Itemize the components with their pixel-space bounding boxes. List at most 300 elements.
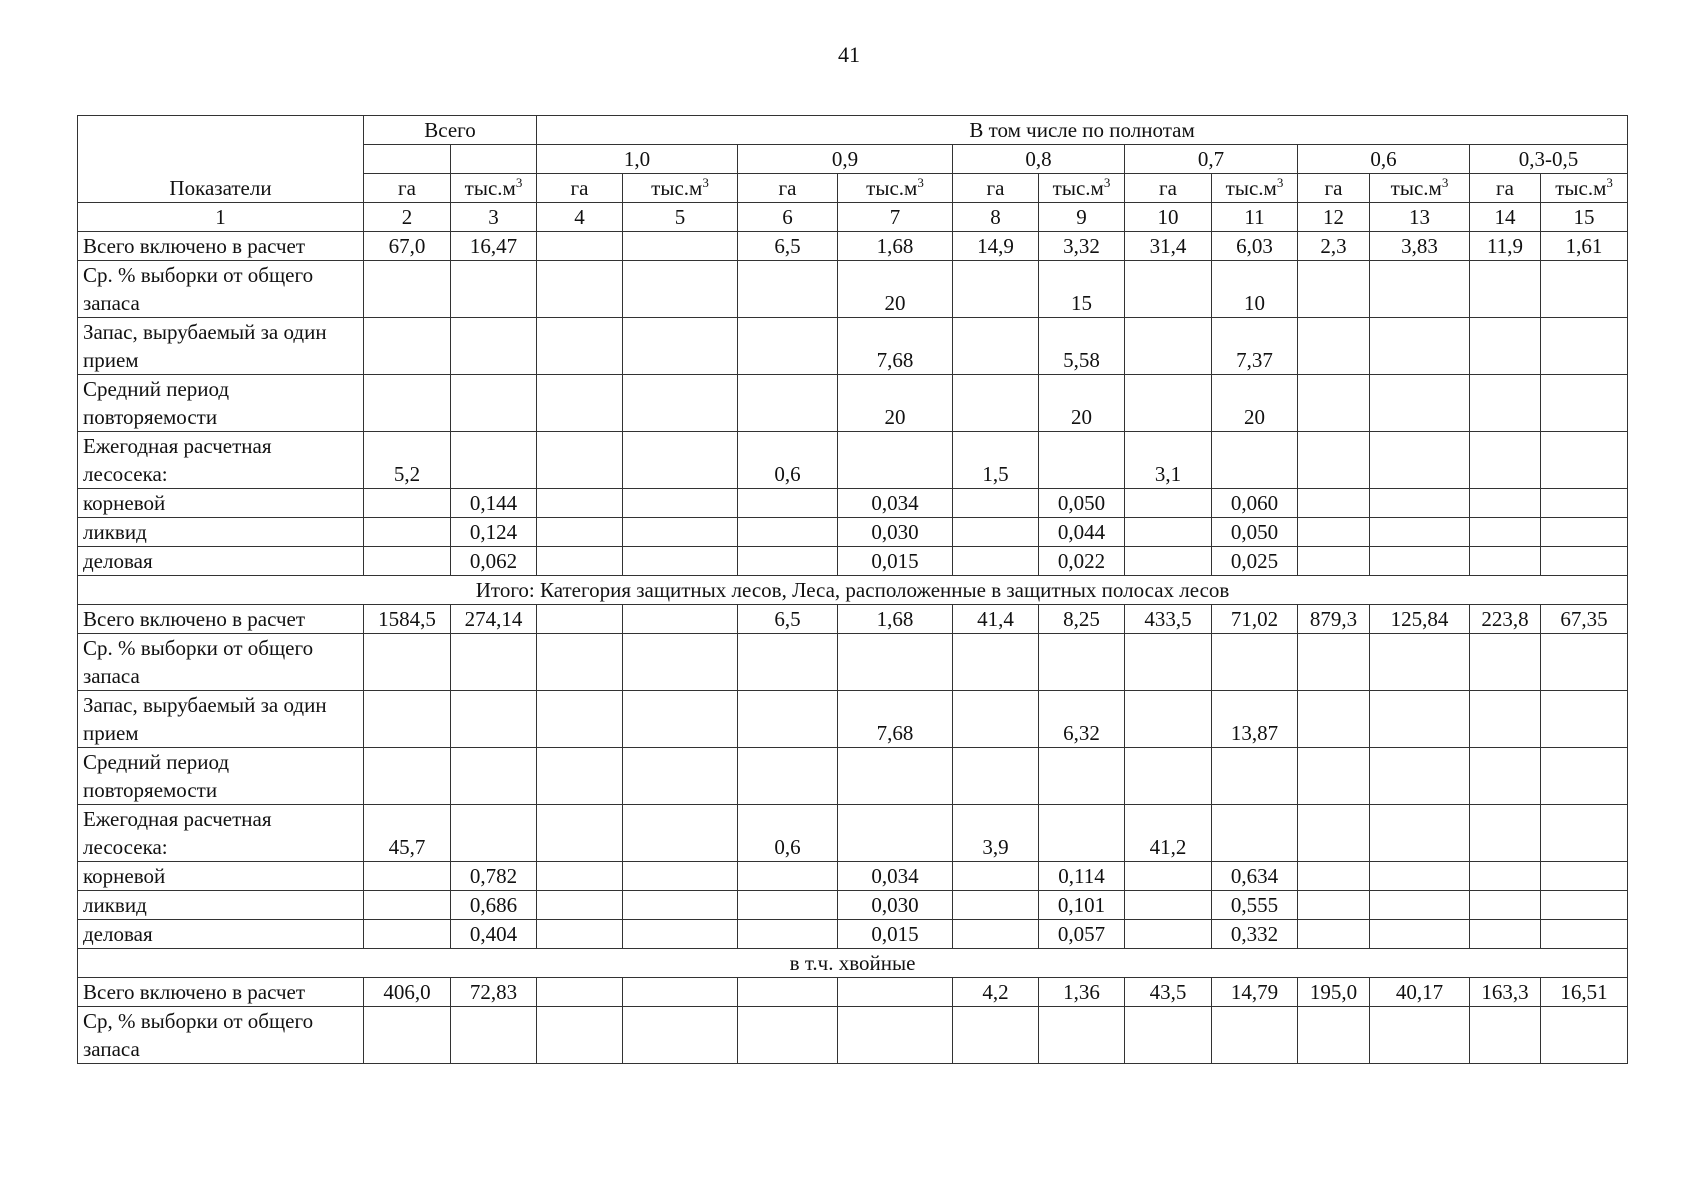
column-number: 3: [451, 203, 537, 232]
table-cell: [1370, 261, 1470, 318]
row-label: Ежегодная расчетная лесосека:: [78, 805, 364, 862]
table-cell: [738, 748, 838, 805]
table-cell: [1541, 489, 1628, 518]
density-header: 1,0: [537, 145, 738, 174]
unit-volume-superscript: 3: [515, 175, 523, 190]
section-row: [78, 576, 1628, 605]
table-cell: 7,68: [838, 318, 953, 375]
row-label: Запас, вырубаемый за один прием: [78, 318, 364, 375]
table-cell: [838, 1007, 953, 1064]
table-cell: [953, 547, 1039, 576]
table-cell: [1039, 634, 1125, 691]
table-cell: [1298, 375, 1370, 432]
table-cell: 0,686: [451, 891, 537, 920]
table-cell: [1541, 1007, 1628, 1064]
unit-volume-header: [1212, 174, 1298, 203]
table-cell: [953, 891, 1039, 920]
table-cell: 1,5: [953, 432, 1039, 489]
row-label: Запас, вырубаемый за один прием: [78, 691, 364, 748]
table-cell: [623, 1007, 738, 1064]
row-label: Ср. % выборки от общего запаса: [78, 634, 364, 691]
table-cell: [364, 261, 451, 318]
table-cell: [1470, 547, 1541, 576]
unit-volume-superscript: 3: [702, 175, 709, 190]
row-label: Всего включено в расчет: [78, 232, 364, 261]
table-row: [78, 748, 1628, 805]
table-cell: [1298, 891, 1370, 920]
row-label: корневой: [78, 489, 364, 518]
table-cell: [1125, 920, 1212, 949]
row-label: ликвид: [78, 891, 364, 920]
table-cell: [1541, 432, 1628, 489]
table-cell: [1541, 920, 1628, 949]
table-cell: [738, 375, 838, 432]
table-cell: [1470, 891, 1541, 920]
row-label: ликвид: [78, 518, 364, 547]
table-cell: 0,060: [1212, 489, 1298, 518]
table-cell: [623, 605, 738, 634]
table-cell: [537, 489, 623, 518]
unit-ha-header: га: [1470, 174, 1541, 203]
column-number: 5: [623, 203, 738, 232]
table-cell: [1370, 518, 1470, 547]
table-cell: [537, 748, 623, 805]
table-cell: [1298, 518, 1370, 547]
table-cell: [364, 489, 451, 518]
table-cell: 0,6: [738, 805, 838, 862]
table-row: [78, 978, 1628, 1007]
table-body: [78, 232, 1628, 1064]
table-cell: [623, 920, 738, 949]
table-cell: [1470, 489, 1541, 518]
table-cell: 879,3: [1298, 605, 1370, 634]
table-cell: 0,015: [838, 920, 953, 949]
table-cell: [623, 978, 738, 1007]
table-cell: 6,5: [738, 232, 838, 261]
table-cell: [364, 634, 451, 691]
table-cell: [1470, 261, 1541, 318]
unit-volume-header: [451, 174, 537, 203]
density-header: 0,6: [1298, 145, 1470, 174]
table-cell: [1298, 748, 1370, 805]
table-cell: [451, 261, 537, 318]
unit-ha-header: га: [738, 174, 838, 203]
table-cell: [1370, 862, 1470, 891]
table-cell: [1125, 318, 1212, 375]
table-cell: [953, 489, 1039, 518]
table-cell: [1541, 891, 1628, 920]
table-cell: 0,030: [838, 518, 953, 547]
table-cell: [738, 261, 838, 318]
row-label: Средний период повторяемости: [78, 748, 364, 805]
table-header: [78, 116, 1628, 232]
table-cell: 7,68: [838, 691, 953, 748]
table-cell: 406,0: [364, 978, 451, 1007]
row-label: Ср, % выборки от общего запаса: [78, 1007, 364, 1064]
table-cell: 14,9: [953, 232, 1039, 261]
table-cell: 0,030: [838, 891, 953, 920]
table-cell: [1298, 432, 1370, 489]
table-cell: [537, 518, 623, 547]
table-cell: [1125, 375, 1212, 432]
table-cell: [1370, 432, 1470, 489]
table-cell: [451, 432, 537, 489]
table-row: [78, 518, 1628, 547]
table-cell: [1370, 748, 1470, 805]
unit-volume-text: тыс.м: [1052, 176, 1104, 200]
table-cell: [1541, 634, 1628, 691]
column-number: 9: [1039, 203, 1125, 232]
table-cell: [738, 1007, 838, 1064]
table-cell: [1470, 432, 1541, 489]
unit-volume-text: тыс.м: [464, 176, 516, 200]
table-row: [78, 920, 1628, 949]
header-row-1: [78, 116, 1628, 145]
table-cell: [1370, 547, 1470, 576]
column-number: 8: [953, 203, 1039, 232]
table-cell: [364, 318, 451, 375]
unit-volume-superscript: 3: [1441, 175, 1449, 190]
row-label: деловая: [78, 547, 364, 576]
table-cell: [1212, 1007, 1298, 1064]
table-row: [78, 605, 1628, 634]
table-cell: 1,68: [838, 232, 953, 261]
table-cell: [623, 375, 738, 432]
row-label: деловая: [78, 920, 364, 949]
table-cell: [364, 862, 451, 891]
unit-volume-superscript: 3: [1103, 175, 1111, 190]
column-number: 12: [1298, 203, 1370, 232]
table-cell: [1125, 891, 1212, 920]
table-cell: 223,8: [1470, 605, 1541, 634]
table-cell: 0,015: [838, 547, 953, 576]
table-cell: [537, 978, 623, 1007]
table-cell: [1470, 748, 1541, 805]
table-cell: [623, 805, 738, 862]
table-cell: 0,144: [451, 489, 537, 518]
table-cell: 1,36: [1039, 978, 1125, 1007]
table-cell: 41,4: [953, 605, 1039, 634]
density-header: 0,7: [1125, 145, 1298, 174]
unit-volume-text: тыс.м: [1390, 176, 1442, 200]
table-cell: 16,51: [1541, 978, 1628, 1007]
table-cell: [364, 748, 451, 805]
table-cell: [537, 634, 623, 691]
table-cell: 0,6: [738, 432, 838, 489]
table-cell: 0,022: [1039, 547, 1125, 576]
table-cell: [953, 375, 1039, 432]
unit-volume-text: тыс.м: [866, 176, 918, 200]
unit-volume-superscript: 3: [1276, 175, 1284, 190]
table-cell: 1,61: [1541, 232, 1628, 261]
table-cell: [953, 518, 1039, 547]
table-cell: [623, 748, 738, 805]
table-cell: [623, 318, 738, 375]
table-cell: 43,5: [1125, 978, 1212, 1007]
table-cell: [1039, 432, 1125, 489]
table-cell: [1370, 489, 1470, 518]
table-cell: [738, 518, 838, 547]
table-cell: [451, 805, 537, 862]
row-label: Ср. % выборки от общего запаса: [78, 261, 364, 318]
table-cell: 40,17: [1370, 978, 1470, 1007]
column-number: 13: [1370, 203, 1470, 232]
table-cell: [738, 920, 838, 949]
unit-volume-header: [1039, 174, 1125, 203]
column-number: 14: [1470, 203, 1541, 232]
unit-ha-header: га: [364, 174, 451, 203]
table-cell: [1212, 432, 1298, 489]
table-cell: [1125, 1007, 1212, 1064]
table-cell: 0,050: [1039, 489, 1125, 518]
table-cell: [1370, 920, 1470, 949]
table-cell: 20: [838, 261, 953, 318]
table-cell: [1298, 547, 1370, 576]
table-cell: [537, 547, 623, 576]
table-cell: 3,32: [1039, 232, 1125, 261]
table-cell: [1370, 891, 1470, 920]
column-number: 15: [1541, 203, 1628, 232]
table-cell: 31,4: [1125, 232, 1212, 261]
table-cell: [1470, 920, 1541, 949]
table-row: [78, 634, 1628, 691]
table-cell: [1298, 1007, 1370, 1064]
table-cell: [953, 261, 1039, 318]
table-cell: 274,14: [451, 605, 537, 634]
table-cell: [1541, 375, 1628, 432]
column-number: 11: [1212, 203, 1298, 232]
table-cell: 20: [1212, 375, 1298, 432]
column-number: 1: [78, 203, 364, 232]
table-cell: [738, 891, 838, 920]
table-cell: [738, 634, 838, 691]
table-cell: [838, 978, 953, 1007]
table-cell: [1541, 318, 1628, 375]
row-label: Ежегодная расчетная лесосека:: [78, 432, 364, 489]
table-cell: [1212, 805, 1298, 862]
table-row: [78, 1007, 1628, 1064]
page-number: 41: [838, 42, 860, 67]
table-cell: 71,02: [1212, 605, 1298, 634]
table-cell: 20: [838, 375, 953, 432]
table-cell: [623, 547, 738, 576]
table-cell: 0,044: [1039, 518, 1125, 547]
table-cell: [537, 920, 623, 949]
table-cell: [1298, 862, 1370, 891]
table-cell: [1470, 318, 1541, 375]
table-cell: [953, 634, 1039, 691]
table-cell: [1470, 1007, 1541, 1064]
table-row: [78, 232, 1628, 261]
table-cell: [1298, 805, 1370, 862]
table-cell: [537, 232, 623, 261]
table-cell: [451, 318, 537, 375]
section-title: Итого: Категория защитных лесов, Леса, расположенные в защитных полосах лесов: [78, 576, 1628, 605]
table-cell: 0,034: [838, 489, 953, 518]
table-cell: 45,7: [364, 805, 451, 862]
table-cell: 11,9: [1470, 232, 1541, 261]
table-cell: [1212, 748, 1298, 805]
table-cell: 0,404: [451, 920, 537, 949]
table-cell: [953, 318, 1039, 375]
density-header: 0,8: [953, 145, 1125, 174]
table-cell: [1125, 518, 1212, 547]
table-row: [78, 862, 1628, 891]
table-cell: [623, 489, 738, 518]
table-cell: [1212, 634, 1298, 691]
table-cell: [623, 862, 738, 891]
table-row: [78, 432, 1628, 489]
table-cell: [537, 375, 623, 432]
indicators-header: Показатели: [78, 116, 364, 203]
table-row: [78, 318, 1628, 375]
table-row: [78, 691, 1628, 748]
table-cell: [1125, 691, 1212, 748]
table-cell: [1541, 261, 1628, 318]
table-cell: 0,057: [1039, 920, 1125, 949]
table-cell: [537, 432, 623, 489]
table-cell: [537, 805, 623, 862]
table-cell: [623, 261, 738, 318]
unit-ha-header: га: [953, 174, 1039, 203]
table-cell: 0,634: [1212, 862, 1298, 891]
table-cell: [1298, 634, 1370, 691]
table-cell: [738, 978, 838, 1007]
table-cell: [738, 489, 838, 518]
table-cell: 163,3: [1470, 978, 1541, 1007]
table-cell: 0,050: [1212, 518, 1298, 547]
table-row: [78, 489, 1628, 518]
table-cell: [1370, 375, 1470, 432]
table-cell: [364, 375, 451, 432]
table-cell: [1125, 862, 1212, 891]
table-cell: [364, 691, 451, 748]
table-cell: [1298, 920, 1370, 949]
table-cell: [953, 1007, 1039, 1064]
table-cell: 41,2: [1125, 805, 1212, 862]
table-cell: 0,062: [451, 547, 537, 576]
table-cell: 20: [1039, 375, 1125, 432]
table-cell: [1541, 547, 1628, 576]
unit-volume-superscript: 3: [917, 175, 924, 190]
table-cell: [953, 691, 1039, 748]
table-cell: [953, 862, 1039, 891]
table-cell: [1470, 518, 1541, 547]
table-cell: [1370, 1007, 1470, 1064]
table-cell: [1298, 691, 1370, 748]
unit-volume-header: [623, 174, 738, 203]
table-cell: [1470, 862, 1541, 891]
column-number: 6: [738, 203, 838, 232]
table-row: [78, 547, 1628, 576]
unit-volume-text: тыс.м: [1225, 176, 1277, 200]
table-cell: [623, 232, 738, 261]
table-cell: 0,555: [1212, 891, 1298, 920]
table-cell: [537, 605, 623, 634]
table-cell: [1541, 748, 1628, 805]
table-cell: 2,3: [1298, 232, 1370, 261]
table-cell: 67,35: [1541, 605, 1628, 634]
table-cell: [1470, 375, 1541, 432]
unit-ha-header: га: [1125, 174, 1212, 203]
table-row: [78, 375, 1628, 432]
table-cell: 5,2: [364, 432, 451, 489]
table-cell: 10: [1212, 261, 1298, 318]
table-cell: 0,782: [451, 862, 537, 891]
table-row: [78, 891, 1628, 920]
total-header: Всего: [364, 116, 537, 145]
table-cell: 14,79: [1212, 978, 1298, 1007]
table-cell: [953, 920, 1039, 949]
unit-volume-text: тыс.м: [651, 176, 703, 200]
table-cell: 7,37: [1212, 318, 1298, 375]
row-label: Всего включено в расчет: [78, 605, 364, 634]
total-spacer-ha: [364, 145, 451, 174]
table-cell: [451, 375, 537, 432]
by-density-header: В том числе по полнотам: [537, 116, 1628, 145]
table-cell: 15: [1039, 261, 1125, 318]
density-header: 0,3-0,5: [1470, 145, 1628, 174]
table-cell: 6,03: [1212, 232, 1298, 261]
table-cell: [738, 318, 838, 375]
unit-ha-header: га: [537, 174, 623, 203]
table-cell: 0,034: [838, 862, 953, 891]
density-header: 0,9: [738, 145, 953, 174]
table-cell: 1,68: [838, 605, 953, 634]
table-cell: [451, 1007, 537, 1064]
table-cell: [1039, 748, 1125, 805]
section-title: в т.ч. хвойные: [78, 949, 1628, 978]
forest-data-table: [77, 115, 1628, 1064]
table-row: [78, 261, 1628, 318]
table-cell: [623, 691, 738, 748]
table-cell: [1125, 547, 1212, 576]
table-cell: [738, 691, 838, 748]
table-cell: [1125, 489, 1212, 518]
table-cell: [537, 261, 623, 318]
table-cell: [1541, 691, 1628, 748]
table-cell: [537, 691, 623, 748]
table-cell: 13,87: [1212, 691, 1298, 748]
table-cell: [1039, 1007, 1125, 1064]
table-cell: [1298, 318, 1370, 375]
table-cell: 0,101: [1039, 891, 1125, 920]
table-cell: [1125, 634, 1212, 691]
table-cell: [364, 1007, 451, 1064]
row-label: Всего включено в расчет: [78, 978, 364, 1007]
table-cell: [537, 318, 623, 375]
unit-volume-superscript: 3: [1606, 175, 1613, 190]
table-cell: [1541, 805, 1628, 862]
unit-volume-text: тыс.м: [1555, 176, 1607, 200]
unit-volume-header: [1541, 174, 1628, 203]
table-cell: [364, 518, 451, 547]
table-cell: [623, 891, 738, 920]
table-cell: [1298, 489, 1370, 518]
table-cell: [451, 634, 537, 691]
table-cell: 1584,5: [364, 605, 451, 634]
table-cell: [364, 547, 451, 576]
table-cell: [364, 891, 451, 920]
table-cell: [1125, 748, 1212, 805]
table-cell: [537, 1007, 623, 1064]
table-cell: 195,0: [1298, 978, 1370, 1007]
column-number: 7: [838, 203, 953, 232]
table-cell: [838, 748, 953, 805]
table-cell: 0,124: [451, 518, 537, 547]
table-cell: [1370, 805, 1470, 862]
table-cell: [1541, 862, 1628, 891]
